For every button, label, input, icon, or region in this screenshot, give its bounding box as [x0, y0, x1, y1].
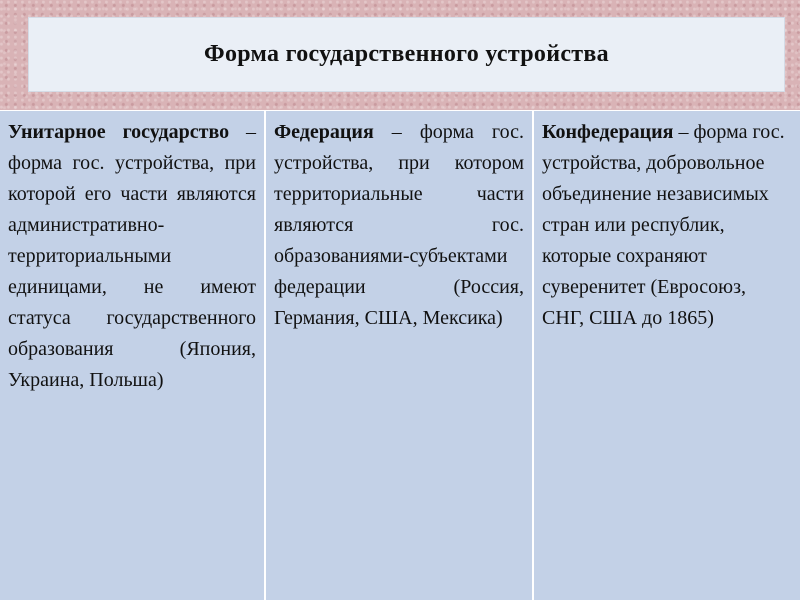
table-cell-confederation: [534, 111, 800, 600]
definition-federation: – форма гос. устройства, при котором территориальные части являются гос. образованиями-субъектами федерации (Россия, Германия, США, Мексика): [274, 121, 524, 329]
definition-confederation: – форма гос. устройства, добровольное объединение независимых стран или республик, которые сохраняют суверенитет (Евросоюз, СНГ, США до 1865): [542, 121, 785, 329]
definition-unitary: – форма гос. устройства, при которой его части являются административно-территориальными единицами, не имеют статуса государственного образования (Япония, Украина, Польша): [8, 121, 256, 391]
page-title: Форма государственного устройства: [204, 41, 609, 67]
table-cell-federation: [266, 111, 534, 600]
term-unitary: Унитарное государство: [8, 121, 230, 143]
term-confederation: Конфедерация: [542, 121, 674, 143]
term-federation: Федерация: [274, 121, 374, 143]
title-banner: [28, 17, 785, 92]
table-cell-unitary: [0, 111, 266, 600]
comparison-table: [0, 110, 800, 600]
